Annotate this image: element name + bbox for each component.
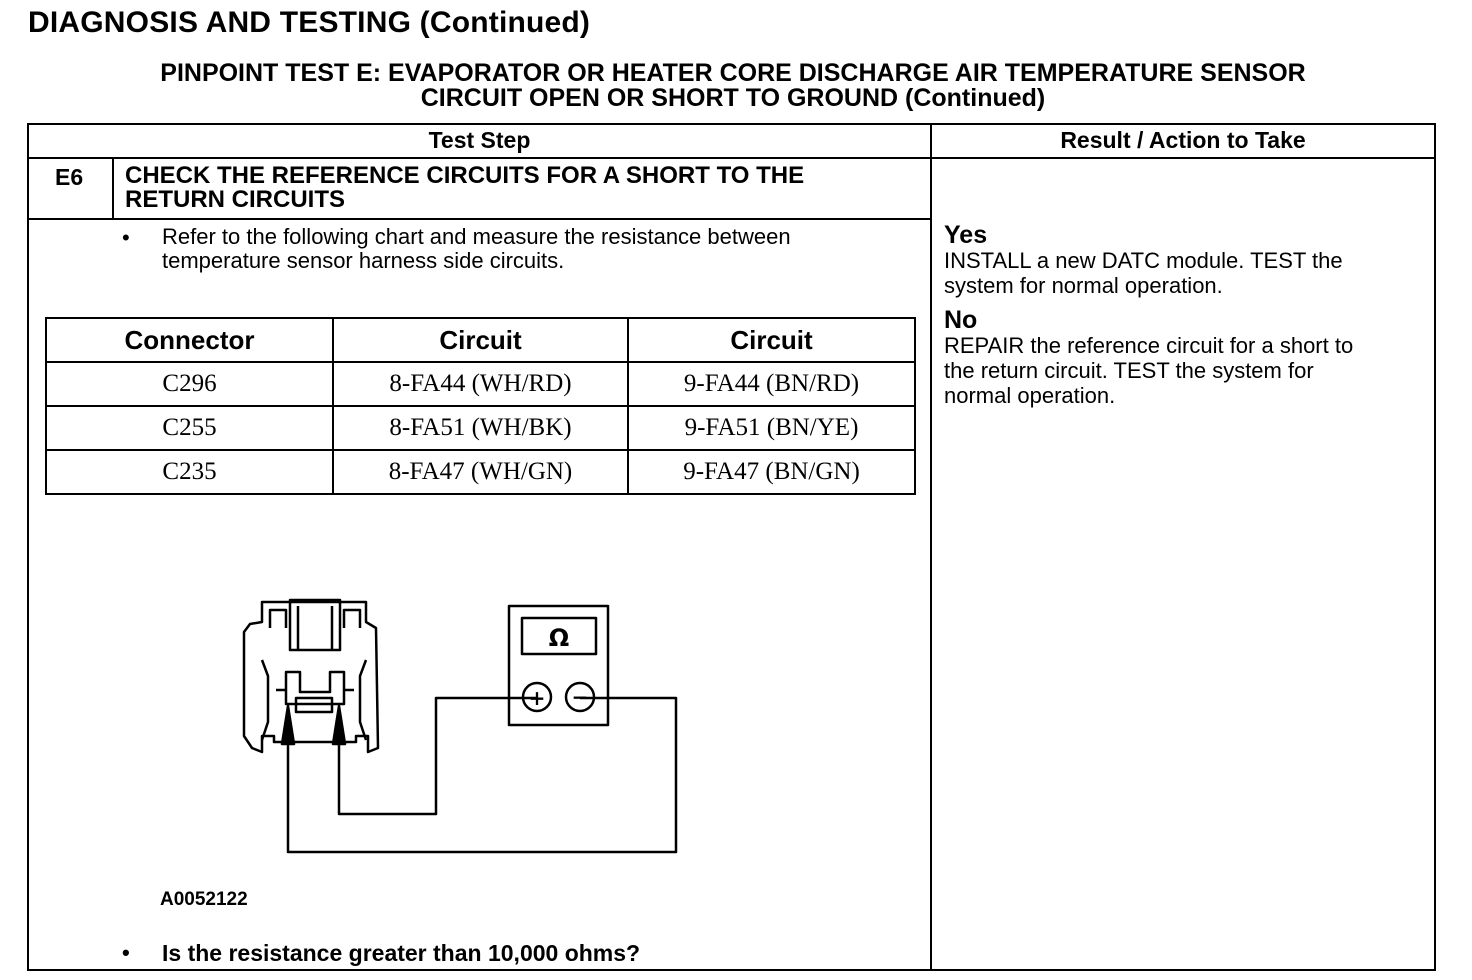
connector-cell: C255 (46, 406, 333, 450)
result-no-line2: the return circuit. TEST the system for (944, 358, 1314, 383)
column-header-test-step: Test Step (428, 127, 531, 153)
figure-id: A0052122 (160, 889, 248, 910)
question-bullet: • (122, 940, 130, 965)
result-no-label: No (944, 306, 978, 334)
result-yes-label: Yes (944, 221, 988, 249)
circuit-cell: 8-FA51 (WH/BK) (333, 406, 628, 450)
result-no-line3: normal operation. (944, 383, 1116, 408)
circuit-chart-header: Circuit (333, 318, 628, 362)
probe-right-icon (333, 706, 345, 744)
wire-positive (339, 698, 536, 814)
instruction-line2: temperature sensor harness side circuits. (162, 248, 565, 273)
connector-cell: C296 (46, 362, 333, 406)
pinpoint-test-title-line2: CIRCUIT OPEN OR SHORT TO GROUND (Continued) (420, 84, 1046, 112)
circuit-cell: 9-FA51 (BN/YE) (628, 406, 915, 450)
circuit-cell: 8-FA47 (WH/GN) (333, 450, 628, 494)
column-header-result-action: Result / Action to Take (1060, 127, 1306, 153)
result-yes-line2: system for normal operation. (944, 273, 1223, 298)
connector-icon (244, 600, 378, 752)
pinpoint-test-title-line1: PINPOINT TEST E: EVAPORATOR OR HEATER CORE DISCHARGE AIR TEMPERATURE SENSOR (160, 59, 1306, 87)
step-title-line2: RETURN CIRCUITS (125, 186, 345, 213)
probe-left-icon (282, 706, 294, 744)
meter-display-symbol: Ω (548, 624, 570, 652)
meter-minus-terminal: − (571, 685, 589, 709)
result-yes-line1: INSTALL a new DATC module. TEST the (944, 248, 1343, 273)
circuit-cell: 9-FA47 (BN/GN) (628, 450, 915, 494)
connector-cell: C235 (46, 450, 333, 494)
wire-negative (288, 698, 676, 852)
meter-plus-terminal: + (528, 686, 546, 710)
step-question: Is the resistance greater than 10,000 ohms? (162, 940, 641, 966)
step-id: E6 (55, 164, 84, 190)
instruction-bullet: • (122, 225, 130, 250)
instruction-line1: Refer to the following chart and measure the resistance between (162, 224, 791, 249)
circuit-chart-header: Circuit (628, 318, 915, 362)
page-heading: DIAGNOSIS AND TESTING (Continued) (28, 6, 591, 39)
circuit-chart-header: Connector (46, 318, 333, 362)
step-title-line1: CHECK THE REFERENCE CIRCUITS FOR A SHORT TO THE (125, 162, 805, 189)
circuit-cell: 9-FA44 (BN/RD) (628, 362, 915, 406)
result-no-line1: REPAIR the reference circuit for a short to (944, 333, 1354, 358)
circuit-cell: 8-FA44 (WH/RD) (333, 362, 628, 406)
